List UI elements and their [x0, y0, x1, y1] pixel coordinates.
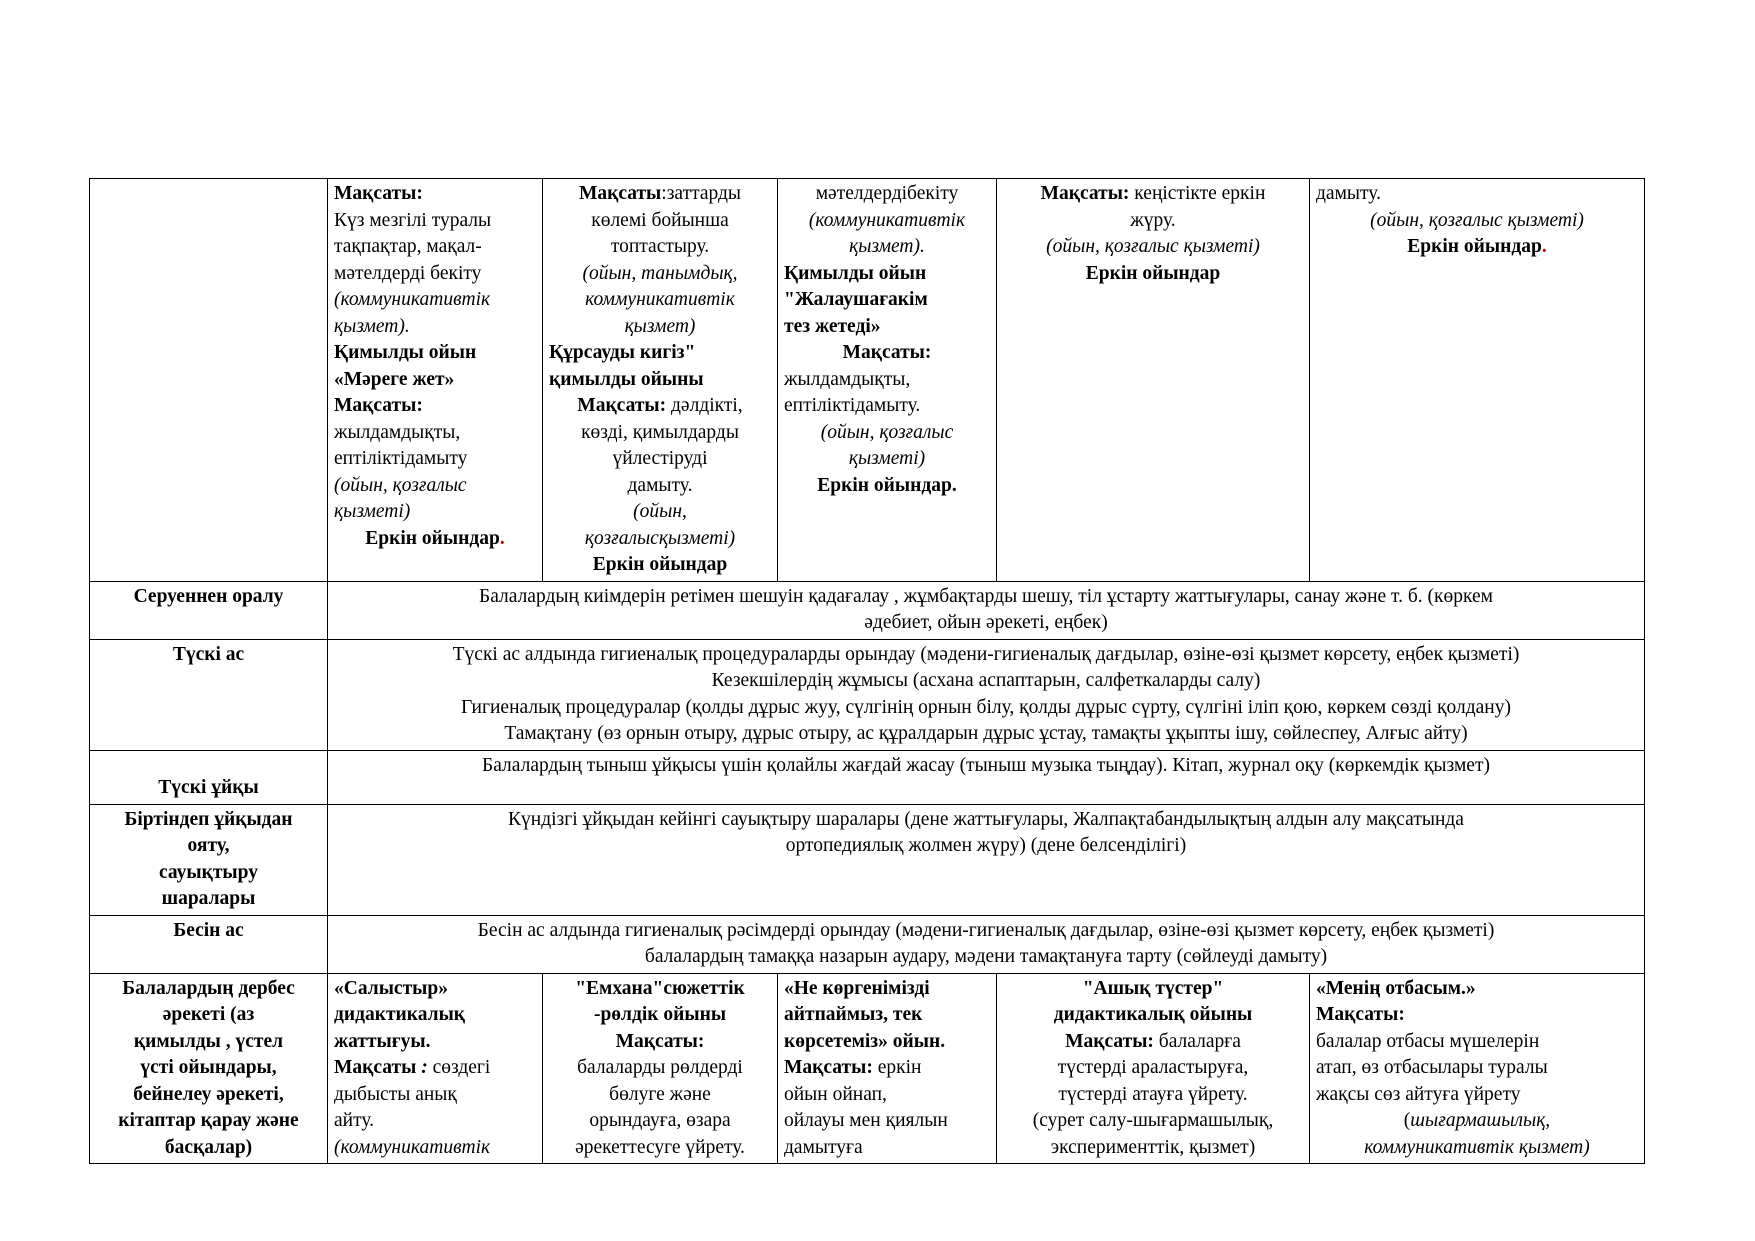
cell-line	[334, 1029, 536, 1056]
cell-line	[334, 976, 536, 1003]
cell-line	[334, 1055, 536, 1082]
cell-text: (ойын, қозғалыс қызметі)	[1046, 236, 1260, 257]
cell-line	[784, 287, 990, 314]
row-label-text: Түскі ас	[172, 643, 245, 665]
cell-line	[1316, 976, 1638, 1003]
content-line: Түскі ас алдында гигиеналық процедураларды орындау (мәдени-гигиеналық дағдылар, өзіне-өзі қызмет көрсету, еңбек қызметі)	[452, 643, 1520, 665]
cell-text: :заттарды	[661, 183, 742, 204]
cell-line	[549, 367, 771, 394]
daily-plan-table	[89, 178, 1645, 1164]
cell-wed-activity	[778, 179, 997, 582]
cell-line	[784, 1108, 990, 1135]
cell-text: Мақсаты:	[784, 1057, 873, 1078]
cell-text: Еркін ойындар	[592, 554, 728, 575]
table-row-independent-activity	[90, 973, 1645, 1164]
cell-line	[784, 340, 990, 367]
cell-text: ойлауы мен қиялын	[784, 1110, 948, 1131]
cell-text: (ойын,	[633, 501, 687, 522]
cell-text: көрсетеміз» ойын.	[784, 1030, 946, 1052]
row-label-nap	[90, 750, 328, 804]
cell-text: түстерді атауға үйрету.	[1058, 1083, 1248, 1105]
row-label-text: Бесін ас	[173, 919, 244, 941]
content-line: балалардың тамаққа назарын аудару, мәдени тамақтануға тарту (сөйлеуді дамыту)	[644, 946, 1328, 967]
cell-text: (ойын, қозғалыс	[820, 421, 954, 443]
cell-text: эксперименттік, қызмет)	[1050, 1136, 1256, 1158]
cell-text: Еркін ойындар	[365, 527, 500, 549]
cell-text: қимылды ойыны	[549, 368, 704, 390]
row-label-text: Біртіндеп ұйқыдан	[124, 808, 293, 830]
cell-line	[334, 314, 536, 341]
content-line: Гигиеналық процедуралар (қолды дұрыс жуу, сүлгінің орнын білу, қолды дұрыс сүрту, сүлгіні іліп қою, көркем сөзді қолдану)	[461, 696, 1511, 718]
cell-text: көзді, қимылдарды	[581, 421, 739, 443]
cell-text: балаларды рөлдерді	[577, 1057, 743, 1078]
cell-text: "Жалаушағакім	[784, 289, 928, 310]
cell-text: тақпақтар, мақал-	[334, 236, 482, 257]
cell-line	[784, 181, 990, 208]
cell-line	[1316, 1002, 1638, 1029]
cell-line	[334, 340, 536, 367]
cell-text: Мақсаты	[578, 183, 662, 204]
cell-text: (ойын, қозғалыс қызметі)	[1370, 209, 1584, 231]
cell-line	[334, 393, 536, 420]
cell-line	[549, 340, 771, 367]
cell-text: қызмет)	[624, 315, 696, 337]
cell-text: дидактикалық ойыны	[1053, 1004, 1253, 1025]
cell-line	[1003, 1108, 1303, 1135]
cell-text: қызметі)	[334, 501, 411, 522]
cell-text: (коммуникативтік	[808, 209, 966, 231]
row-label-return	[90, 581, 328, 639]
cell-line	[549, 181, 771, 208]
cell-line	[334, 208, 536, 235]
cell-text: "Емхана"сюжеттік	[575, 977, 745, 999]
cell-text: дыбысты анық	[334, 1083, 457, 1105]
cell-line	[784, 1029, 990, 1056]
cell-text: Мақсаты:	[334, 183, 423, 204]
cell-line	[1003, 1002, 1303, 1029]
cell-line	[334, 261, 536, 288]
cell-line	[549, 1002, 771, 1029]
row-label-wake-up	[90, 804, 328, 915]
accent-period: .	[499, 527, 505, 549]
cell-thu-independent	[997, 973, 1310, 1164]
cell-text: коммуникативтік	[585, 289, 735, 310]
cell-line	[334, 1135, 536, 1162]
cell-text: жаттығуы.	[334, 1030, 431, 1052]
cell-text: Мақсаты:	[1065, 1030, 1154, 1052]
cell-line	[784, 367, 990, 394]
cell-text: мәтелдердібекіту	[815, 183, 959, 204]
cell-text: орындауға, өзара	[589, 1110, 731, 1131]
table-row-lunch	[90, 639, 1645, 750]
cell-line	[549, 393, 771, 420]
cell-line	[334, 367, 536, 394]
cell-text: әрекеттесуге үйрету.	[575, 1136, 745, 1158]
row-label-text: үсті ойындары,	[140, 1057, 277, 1078]
cell-line	[334, 473, 536, 500]
cell-line	[1003, 1029, 1303, 1056]
cell-text: балалар отбасы мүшелерін	[1316, 1030, 1540, 1052]
cell-text: «Мәреге жет»	[334, 368, 455, 390]
cell-thu-activity	[997, 179, 1310, 582]
cell-line	[334, 287, 536, 314]
cell-line	[1316, 1055, 1638, 1082]
content-line: Балалардың киімдерін ретімен шешуін қадағалау , жұмбақтарды шешу, тіл ұстарту жаттығулары, санау және т. б. (көркем	[479, 585, 1493, 607]
cell-text: (коммуникативтік	[334, 1136, 491, 1158]
cell-text: Еркін ойындар	[1407, 236, 1542, 257]
row-label-text: Түскі ұйқы	[158, 777, 259, 798]
cell-line	[1316, 1082, 1638, 1109]
table-row-nap	[90, 750, 1645, 804]
row-label-snack	[90, 915, 328, 973]
cell-text: еркін	[872, 1057, 922, 1078]
cell-line	[784, 314, 990, 341]
row-label-text: әрекеті (аз	[162, 1004, 255, 1025]
cell-text: айтпаймыз, тек	[784, 1004, 923, 1025]
cell-text: «Не көргенімізді	[784, 977, 930, 999]
cell-line	[784, 1082, 990, 1109]
cell-line	[1316, 1135, 1638, 1162]
cell-text: түстерді араластыруға,	[1057, 1057, 1249, 1078]
row-label-text: басқалар)	[164, 1136, 253, 1158]
cell-text: (ойын, танымдық,	[582, 262, 738, 284]
cell-text: қызметі)	[848, 448, 926, 469]
cell-text: Еркін ойындар.	[817, 474, 957, 496]
cell-line	[549, 1135, 771, 1162]
cell-line	[1003, 208, 1303, 235]
cell-text: Мақсаты:	[615, 1030, 705, 1052]
cell-wed-independent	[778, 973, 997, 1164]
cell-text: көлемі бойынша	[591, 209, 729, 231]
cell-text: коммуникативтік қызмет)	[1364, 1136, 1590, 1158]
cell-line	[784, 1055, 990, 1082]
cell-tue-activity	[543, 179, 778, 582]
cell-line	[549, 446, 771, 473]
cell-text: дамытуға	[784, 1136, 863, 1158]
row-label-text: Серуеннен оралу	[133, 585, 284, 607]
cell-line	[334, 1108, 536, 1135]
cell-line	[334, 420, 536, 447]
cell-text: қызмет).	[849, 236, 925, 257]
cell-mon-activity	[328, 179, 543, 582]
cell-line	[549, 1082, 771, 1109]
cell-line	[1316, 1108, 1638, 1135]
cell-text: Күз мезгілі туралы	[334, 209, 492, 231]
content-line: Күндізгі ұйқыдан кейінгі сауықтыру шаралары (дене жаттығулары, Жалпақтабандылықтың алдын алу мақсатында	[508, 808, 1464, 830]
cell-text: ептіліктідамыту.	[784, 395, 921, 416]
cell-line	[334, 499, 536, 526]
cell-text: бөлуге және	[609, 1083, 711, 1105]
cell-line	[784, 473, 990, 500]
cell-line	[549, 552, 771, 579]
cell-line	[784, 234, 990, 261]
cell-text: жақсы сөз айтуға үйрету	[1316, 1083, 1521, 1105]
cell-line	[784, 261, 990, 288]
cell-text: «Салыстыр»	[334, 977, 448, 999]
row-label-text: ояту,	[187, 835, 230, 856]
cell-line	[549, 234, 771, 261]
cell-text: тез жетеді»	[784, 315, 881, 337]
row-label-text: бейнелеу әрекеті,	[133, 1083, 284, 1105]
table-row-activities	[90, 179, 1645, 582]
cell-line	[1003, 234, 1303, 261]
cell-line	[1003, 181, 1303, 208]
cell-line	[1316, 208, 1638, 235]
row-label-lunch	[90, 639, 328, 750]
cell-line	[334, 181, 536, 208]
cell-line	[1316, 234, 1638, 261]
cell-tue-independent	[543, 973, 778, 1164]
cell-text: Құрсауды кигіз"	[549, 342, 696, 363]
cell-text: жылдамдықты,	[784, 368, 911, 390]
content-line: әдебиет, ойын әрекеті, еңбек)	[864, 612, 1108, 633]
cell-text: (сурет салу-шығармашылық,	[1032, 1110, 1274, 1131]
cell-line	[334, 526, 536, 553]
cell-text: үйлестіруді	[612, 448, 708, 469]
accent-period: .	[1541, 236, 1547, 257]
cell-line	[784, 446, 990, 473]
cell-text: дидактикалық	[334, 1004, 466, 1025]
cell-line	[549, 287, 771, 314]
cell-line	[334, 234, 536, 261]
cell-line	[549, 526, 771, 553]
row-label-text: қимылды , үстел	[133, 1030, 284, 1052]
cell-line	[1003, 1135, 1303, 1162]
content-line: Балалардың тыныш ұйқысы үшін қолайлы жағдай жасау (тыныш музыка тыңдау). Кітап, журнал оқу (көркемдік қызмет)	[482, 754, 1490, 776]
cell-line	[334, 1002, 536, 1029]
cell-text: (ойын, қозғалыс	[334, 474, 467, 496]
cell-text: Мақсаты:	[842, 342, 932, 363]
row-label-independent	[90, 973, 328, 1164]
cell-line	[549, 1055, 771, 1082]
cell-text: Мақсаты:	[1040, 183, 1130, 204]
cell-line	[549, 499, 771, 526]
cell-line	[784, 1135, 990, 1162]
cell-text: Мақсаты	[334, 1057, 422, 1078]
row-label-text: кітаптар қарау және	[118, 1110, 299, 1131]
row-content-snack	[328, 915, 1645, 973]
cell-line	[1316, 181, 1638, 208]
content-line: Бесін ас алдында гигиеналық рәсімдерді орындау (мәдени-гигиеналық дағдылар, өзіне-өзі қызмет көрсету, еңбек қызметі)	[477, 919, 1495, 941]
cell-text: ойын ойнап,	[784, 1083, 887, 1105]
content-line: ортопедиялық жолмен жүру) (дене белсенділігі)	[785, 835, 1187, 856]
cell-text: жүру.	[1130, 209, 1176, 231]
row-label-text: сауықтыру	[158, 861, 258, 883]
row-label-empty	[90, 179, 328, 582]
cell-text: сөздегі	[427, 1057, 491, 1078]
cell-text: Мақсаты:	[577, 395, 667, 416]
cell-text: -рөлдік ойыны	[593, 1004, 727, 1025]
cell-line	[1316, 1029, 1638, 1056]
table-row-return-from-walk	[90, 581, 1645, 639]
cell-line	[549, 208, 771, 235]
cell-line	[1003, 976, 1303, 1003]
content-line: Тамақтану (өз орнын отыру, дұрыс отыру, ас құралдарын дұрыс ұстау, тамақты ұқыпты ішу, сөйлеспеу, Алғыс айту)	[504, 723, 1468, 744]
cell-text: қозғалысқызметі)	[584, 527, 736, 549]
cell-line	[1003, 1082, 1303, 1109]
cell-text: айту.	[334, 1110, 375, 1131]
cell-line	[784, 1002, 990, 1029]
cell-text: Мақсаты:	[334, 395, 423, 416]
cell-text: :	[421, 1057, 428, 1078]
cell-line	[784, 208, 990, 235]
cell-text: балаларға	[1153, 1030, 1241, 1052]
cell-line	[784, 393, 990, 420]
cell-line	[334, 1082, 536, 1109]
row-content-return	[328, 581, 1645, 639]
cell-text: жылдамдықты,	[334, 421, 461, 443]
cell-text: Мақсаты:	[1316, 1004, 1405, 1025]
cell-line	[549, 1108, 771, 1135]
cell-mon-independent	[328, 973, 543, 1164]
row-content-nap	[328, 750, 1645, 804]
cell-text: топтастыру.	[610, 236, 710, 257]
cell-line	[549, 1029, 771, 1056]
table-row-afternoon-snack	[90, 915, 1645, 973]
cell-line	[549, 976, 771, 1003]
cell-text: ептіліктідамыту	[334, 448, 468, 469]
cell-text: Қимылды ойын	[784, 262, 927, 284]
cell-text: (	[1403, 1110, 1411, 1131]
cell-text: атап, өз отбасылары туралы	[1316, 1057, 1548, 1078]
cell-text: "Ашық түстер"	[1082, 977, 1224, 999]
cell-line	[549, 261, 771, 288]
cell-text: дамыту.	[1316, 183, 1381, 204]
cell-line	[1003, 1055, 1303, 1082]
table-row-wake-up	[90, 804, 1645, 915]
cell-text: кеңістікте еркін	[1129, 183, 1266, 204]
cell-text: (коммуникативтік	[334, 289, 491, 310]
cell-text: Қимылды ойын	[334, 342, 477, 363]
cell-line	[334, 446, 536, 473]
cell-text: шығармашылық,	[1410, 1110, 1551, 1131]
row-label-text: шаралары	[161, 888, 256, 909]
content-line: Кезекшілердің жұмысы (асхана аспаптарын, салфеткаларды салу)	[711, 670, 1261, 691]
cell-line	[549, 420, 771, 447]
cell-text: қызмет).	[334, 315, 410, 337]
cell-text: Еркін ойындар	[1085, 262, 1221, 284]
cell-text: мәтелдерді бекіту	[334, 262, 482, 284]
row-content-wake-up	[328, 804, 1645, 915]
cell-fri-activity	[1310, 179, 1645, 582]
cell-text: «Менің отбасым.»	[1316, 977, 1476, 999]
cell-line	[784, 420, 990, 447]
row-content-lunch	[328, 639, 1645, 750]
cell-line	[1003, 261, 1303, 288]
cell-line	[549, 314, 771, 341]
cell-line	[549, 473, 771, 500]
cell-line	[784, 976, 990, 1003]
cell-fri-independent	[1310, 973, 1645, 1164]
row-label-text: Балалардың дербес	[122, 977, 295, 999]
cell-text: дамыту.	[627, 474, 693, 496]
cell-text: дәлдікті,	[666, 395, 743, 416]
